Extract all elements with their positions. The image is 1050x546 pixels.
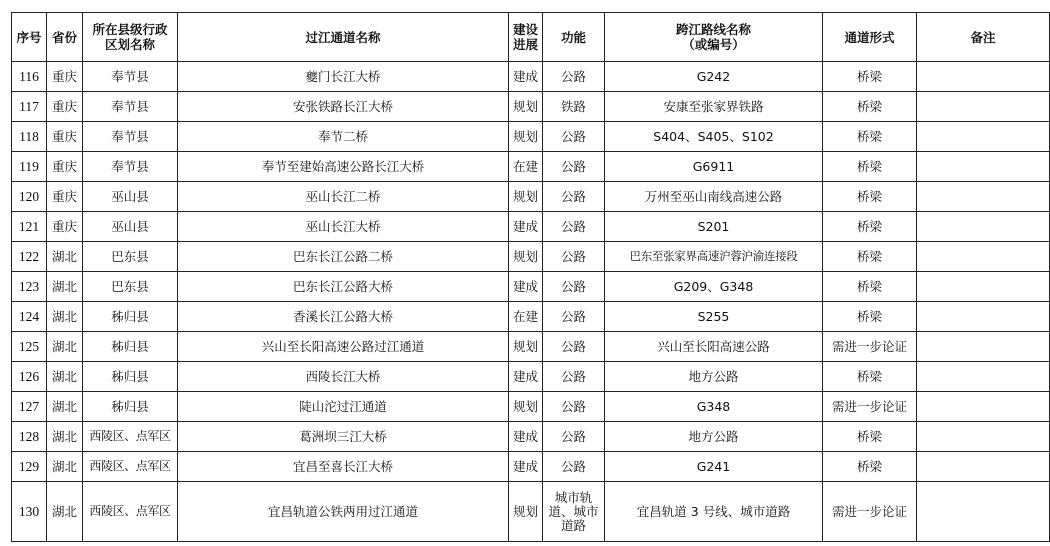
cell-seq: 119 (12, 152, 47, 182)
table-row (12, 362, 1050, 392)
cell-function-line2: 道、城市 (548, 503, 599, 519)
table-row (12, 122, 1050, 152)
cell-route: S201 (605, 212, 823, 242)
header-route-line2: （或编号） (682, 37, 745, 52)
cell-seq: 122 (12, 242, 47, 272)
cell-route: 兴山至长阳高速公路 (605, 332, 823, 362)
cell-route: S404、S405、S102 (605, 122, 823, 152)
table-row (12, 422, 1050, 452)
cell-function: 公路 (543, 62, 605, 92)
cell-note (917, 392, 1050, 422)
cell-route: 万州至巫山南线高速公路 (605, 182, 823, 212)
cell-note (917, 152, 1050, 182)
header-route (605, 13, 823, 62)
cell-function: 公路 (543, 182, 605, 212)
cell-name: 西陵长江大桥 (178, 362, 509, 392)
cell-district: 巫山县 (83, 182, 178, 212)
cell-province: 湖北 (47, 452, 83, 482)
cell-name: 奉节至建始高速公路长江大桥 (178, 152, 509, 182)
cell-district: 巴东县 (83, 242, 178, 272)
cell-progress: 规划 (509, 242, 543, 272)
cell-name: 夔门长江大桥 (178, 62, 509, 92)
cell-province: 湖北 (47, 272, 83, 302)
cell-province: 湖北 (47, 242, 83, 272)
cell-name: 巴东长江公路大桥 (178, 272, 509, 302)
cell-form: 桥梁 (823, 452, 917, 482)
cell-route: G348 (605, 392, 823, 422)
cell-province: 湖北 (47, 392, 83, 422)
cell-route: G209、G348 (605, 272, 823, 302)
cell-progress: 建成 (509, 452, 543, 482)
cell-form: 桥梁 (823, 92, 917, 122)
table-row (12, 182, 1050, 212)
cell-route: 地方公路 (605, 362, 823, 392)
cell-form: 桥梁 (823, 362, 917, 392)
cell-name: 兴山至长阳高速公路过江通道 (178, 332, 509, 362)
cell-function: 公路 (543, 152, 605, 182)
cell-function: 公路 (543, 212, 605, 242)
cell-province: 重庆 (47, 62, 83, 92)
cell-progress: 规划 (509, 122, 543, 152)
table-row (12, 152, 1050, 182)
header-district-line1: 所在县级行政 (92, 22, 168, 37)
table-row (12, 482, 1050, 542)
header-district (83, 13, 178, 62)
cell-note (917, 272, 1050, 302)
table-row (12, 272, 1050, 302)
header-progress-line1: 建设 (512, 22, 538, 37)
cell-note (917, 302, 1050, 332)
header-function: 功能 (543, 13, 605, 62)
cell-district: 巴东县 (83, 272, 178, 302)
cell-district: 西陵区、点军区 (83, 482, 178, 542)
cell-seq: 124 (12, 302, 47, 332)
cell-function: 铁路 (543, 92, 605, 122)
cell-name: 安张铁路长江大桥 (178, 92, 509, 122)
cell-route: 巴东至张家界高速沪蓉沪渝连接段 (605, 242, 823, 272)
cell-progress: 规划 (509, 182, 543, 212)
cell-district: 秭归县 (83, 332, 178, 362)
cell-function: 公路 (543, 422, 605, 452)
cell-progress: 在建 (509, 302, 543, 332)
cell-route: G241 (605, 452, 823, 482)
cell-seq: 123 (12, 272, 47, 302)
header-note: 备注 (917, 13, 1050, 62)
cell-function: 公路 (543, 242, 605, 272)
cell-progress: 规划 (509, 92, 543, 122)
cell-note (917, 332, 1050, 362)
cell-progress: 建成 (509, 362, 543, 392)
cell-function: 公路 (543, 122, 605, 152)
table-row (12, 452, 1050, 482)
cell-seq: 118 (12, 122, 47, 152)
cell-form: 桥梁 (823, 182, 917, 212)
cell-form: 需进一步论证 (823, 332, 917, 362)
cell-name: 巫山长江二桥 (178, 182, 509, 212)
header-name: 过江通道名称 (178, 13, 509, 62)
header-progress-line2: 进展 (512, 37, 538, 52)
cell-seq: 125 (12, 332, 47, 362)
cell-province: 重庆 (47, 182, 83, 212)
cell-progress: 建成 (509, 212, 543, 242)
cell-name: 奉节二桥 (178, 122, 509, 152)
cell-function: 公路 (543, 362, 605, 392)
cell-province: 重庆 (47, 122, 83, 152)
cell-function: 公路 (543, 392, 605, 422)
cell-province: 重庆 (47, 92, 83, 122)
cell-name: 香溪长江公路大桥 (178, 302, 509, 332)
cell-note (917, 92, 1050, 122)
cell-form: 桥梁 (823, 242, 917, 272)
river-crossing-table (11, 12, 1050, 542)
cell-function: 公路 (543, 302, 605, 332)
table-row (12, 92, 1050, 122)
cell-province: 湖北 (47, 332, 83, 362)
cell-note (917, 482, 1050, 542)
cell-progress: 建成 (509, 422, 543, 452)
cell-name: 陡山沱过江通道 (178, 392, 509, 422)
cell-function: 公路 (543, 452, 605, 482)
cell-progress: 规划 (509, 482, 543, 542)
header-progress (509, 13, 543, 62)
cell-function: 公路 (543, 332, 605, 362)
cell-note (917, 362, 1050, 392)
cell-form: 需进一步论证 (823, 392, 917, 422)
cell-name: 巴东长江公路二桥 (178, 242, 509, 272)
cell-form: 需进一步论证 (823, 482, 917, 542)
table-row (12, 242, 1050, 272)
table-row (12, 392, 1050, 422)
cell-seq: 117 (12, 92, 47, 122)
header-seq: 序号 (12, 13, 47, 62)
cell-route: G6911 (605, 152, 823, 182)
cell-district: 奉节县 (83, 92, 178, 122)
cell-function (543, 482, 605, 542)
cell-form: 桥梁 (823, 422, 917, 452)
header-route-line1: 跨江路线名称 (675, 22, 751, 37)
cell-district: 奉节县 (83, 152, 178, 182)
cell-district: 奉节县 (83, 62, 178, 92)
cell-seq: 126 (12, 362, 47, 392)
cell-note (917, 122, 1050, 152)
header-form: 通道形式 (823, 13, 917, 62)
cell-progress: 建成 (509, 272, 543, 302)
cell-seq: 128 (12, 422, 47, 452)
cell-district: 西陵区、点军区 (83, 452, 178, 482)
cell-province: 重庆 (47, 152, 83, 182)
table-row (12, 212, 1050, 242)
cell-seq: 129 (12, 452, 47, 482)
cell-route: 地方公路 (605, 422, 823, 452)
cell-name: 葛洲坝三江大桥 (178, 422, 509, 452)
cell-province: 湖北 (47, 362, 83, 392)
cell-district: 巫山县 (83, 212, 178, 242)
cell-progress: 在建 (509, 152, 543, 182)
cell-note (917, 182, 1050, 212)
cell-note (917, 242, 1050, 272)
cell-function-line1: 城市轨 (554, 489, 593, 505)
cell-function-line3: 道路 (560, 517, 586, 533)
cell-progress: 建成 (509, 62, 543, 92)
cell-note (917, 452, 1050, 482)
cell-seq: 120 (12, 182, 47, 212)
header-row (12, 13, 1050, 62)
cell-seq: 130 (12, 482, 47, 542)
cell-seq: 127 (12, 392, 47, 422)
header-province: 省份 (47, 13, 83, 62)
cell-route: G242 (605, 62, 823, 92)
cell-form: 桥梁 (823, 152, 917, 182)
cell-province: 湖北 (47, 302, 83, 332)
header-district-line2: 区划名称 (104, 37, 155, 52)
table-row (12, 332, 1050, 362)
cell-district: 秭归县 (83, 362, 178, 392)
cell-district: 西陵区、点军区 (83, 422, 178, 452)
cell-progress: 规划 (509, 392, 543, 422)
table-row (12, 62, 1050, 92)
cell-seq: 116 (12, 62, 47, 92)
cell-route: 安康至张家界铁路 (605, 92, 823, 122)
cell-function: 公路 (543, 272, 605, 302)
cell-province: 重庆 (47, 212, 83, 242)
cell-form: 桥梁 (823, 212, 917, 242)
cell-progress: 规划 (509, 332, 543, 362)
cell-form: 桥梁 (823, 62, 917, 92)
cell-province: 湖北 (47, 422, 83, 452)
cell-form: 桥梁 (823, 302, 917, 332)
cell-route: 宜昌轨道 3 号线、城市道路 (605, 482, 823, 542)
cell-province: 湖北 (47, 482, 83, 542)
cell-note (917, 422, 1050, 452)
document-table-container (11, 12, 1050, 542)
cell-name: 巫山长江大桥 (178, 212, 509, 242)
cell-note (917, 62, 1050, 92)
cell-name: 宜昌至喜长江大桥 (178, 452, 509, 482)
table-row (12, 302, 1050, 332)
cell-district: 奉节县 (83, 122, 178, 152)
cell-form: 桥梁 (823, 272, 917, 302)
cell-district: 秭归县 (83, 302, 178, 332)
cell-note (917, 212, 1050, 242)
cell-form: 桥梁 (823, 122, 917, 152)
cell-district: 秭归县 (83, 392, 178, 422)
cell-name: 宜昌轨道公铁两用过江通道 (178, 482, 509, 542)
cell-seq: 121 (12, 212, 47, 242)
cell-route: S255 (605, 302, 823, 332)
